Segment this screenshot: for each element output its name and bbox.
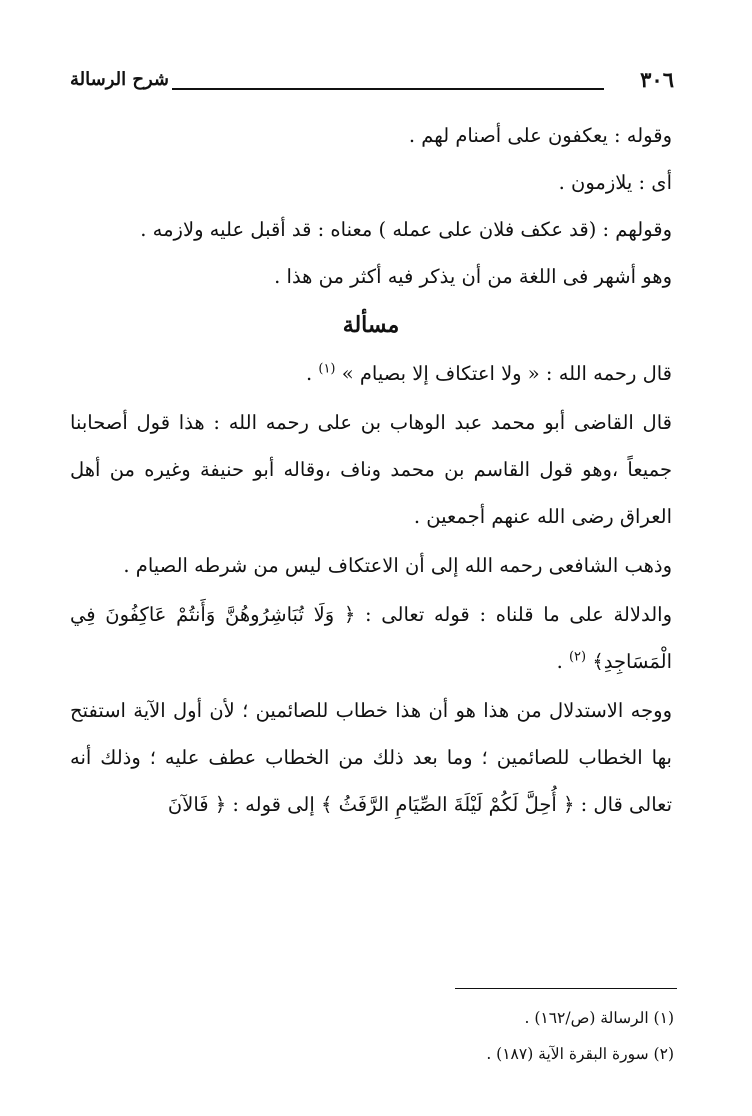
paragraph: وقولهم : (قد عكف فلان على عمله ) معناه : قد أقبل عليه ولازمه . [140, 218, 672, 241]
paragraph: أى : يلازمون . [558, 171, 672, 194]
paragraph: وذهب الشافعى رحمه الله إلى أن الاعتكاف ليس من شرطه الصيام . [123, 554, 672, 577]
page-body [70, 112, 672, 828]
paragraph: قال القاضى أبو محمد عبد الوهاب بن على رحمه الله : هذا قول أصحابنا جميعاً ،وهو قول القاسم بن محمد وناف ،وقاله أبو حنيفة وغيره من أهل العراق رضى الله عنهم أجمعين . [70, 411, 672, 528]
quote-text: قال رحمه الله : « ولا اعتكاف إلا بصيام » [341, 362, 672, 385]
paragraph: وقوله : يعكفون على أصنام لهم . [408, 124, 672, 147]
paragraph: ووجه الاستدلال من هذا هو أن هذا خطاب للصائمين ؛ لأن أول الآية استفتح بها الخطاب للصائمين ؛ وما بعد ذلك من الخطاب عطف عليه ؛ وذلك أنه تعالى قال : ﴿ أُحِلَّ لَكُمْ لَيْلَةَ الصِّيَامِ الرَّفَثُ ﴾ إلى قوله : ﴿ فَالآنَ [70, 699, 672, 816]
evidence-end: . [556, 650, 569, 673]
evidence-paragraph [70, 591, 672, 685]
footnote-ref: (٢) [568, 649, 587, 665]
page-header [70, 62, 674, 96]
header-rule [172, 88, 604, 90]
footnote: (٢) سورة البقرة الآية (١٨٧) . [486, 1045, 674, 1063]
footnote-rule [455, 988, 677, 989]
footnote: (١) الرسالة (ص/١٦٢) . [524, 1009, 674, 1027]
quote-end: . [305, 362, 319, 385]
section-heading: مسألة [342, 312, 400, 338]
page-number: ٣٠٦ [640, 66, 674, 92]
paragraph: وهو أشهر فى اللغة من أن يذكر فيه أكثر من هذا . [274, 265, 672, 288]
quote-paragraph [70, 350, 672, 397]
footnote-ref: (١) [318, 361, 336, 377]
footnotes [70, 1000, 674, 1072]
running-title: شرح الرسالة [70, 68, 170, 90]
evidence-text: والدلالة على ما قلناه : قوله تعالى : ﴿ وَلَا تُبَاشِرُوهُنَّ وَأَنتُمْ عَاكِفُونَ فِي الْمَسَاجِدِ﴾ [70, 603, 672, 673]
